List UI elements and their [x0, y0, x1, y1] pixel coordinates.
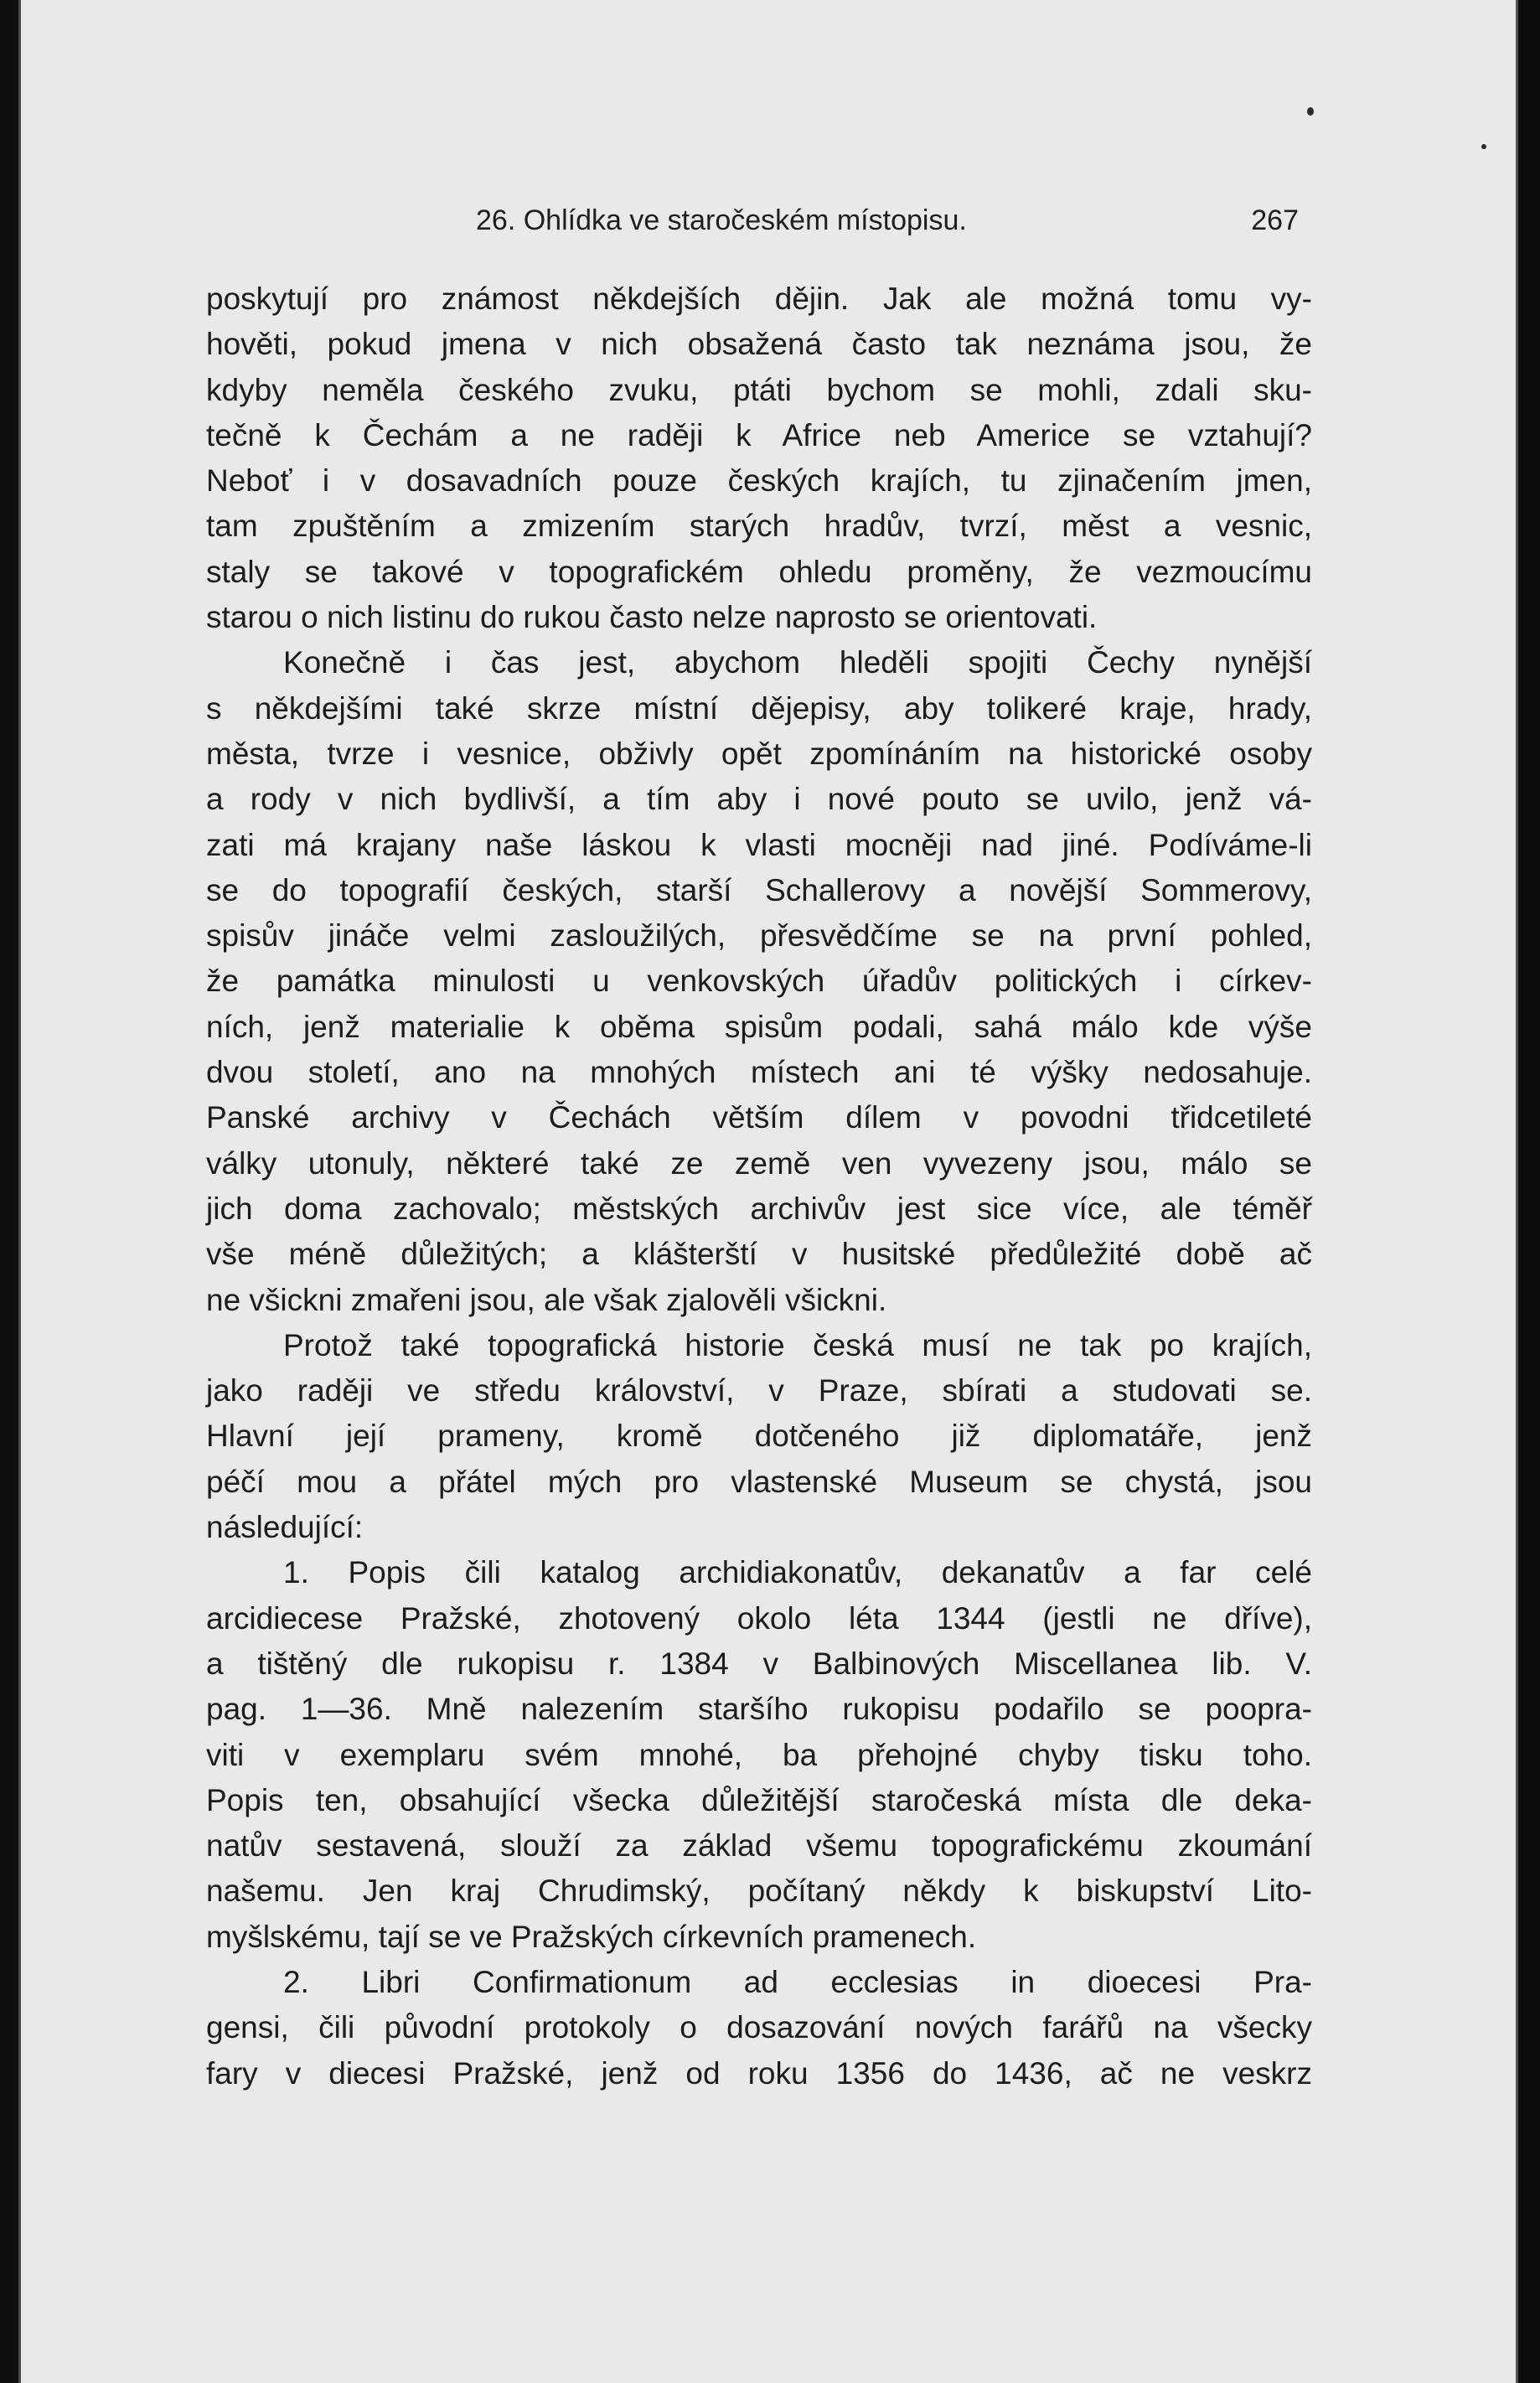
text-line: starou o nich listinu do rukou často nelze naprosto se orientovati. — [206, 600, 1098, 635]
scan-right-edge — [1518, 0, 1540, 2383]
text-line: spisův jináče velmi zasloužilých, přesvědčíme se na první pohled, — [206, 918, 1312, 954]
dust-speck — [1307, 107, 1314, 116]
running-header — [209, 204, 1299, 246]
text-line: a tištěný dle rukopisu r. 1384 v Balbinových Miscellanea lib. V. — [206, 1646, 1312, 1681]
text-line: Hlavní její prameny, kromě dotčeného již diplomatáře, jenž — [206, 1419, 1312, 1454]
text-line: pag. 1—36. Mně nalezením staršího rukopisu podařilo se poopra- — [206, 1692, 1312, 1727]
text-line: arcidiecese Pražské, zhotovený okolo léta 1344 (jestli ne dříve), — [206, 1600, 1312, 1636]
text-line: staly se takové v topografickém ohledu proměny, že vezmoucímu — [206, 554, 1312, 589]
body-text — [206, 277, 1312, 2096]
text-line: že památka minulosti u venkovských úřadův politických i církev- — [206, 964, 1312, 999]
text-line: myšlskému, tají se ve Pražských církevních pramenech. — [206, 1919, 977, 1954]
text-line: poskytují pro známost někdejších dějin. Jak ale možná tomu vy- — [206, 282, 1312, 316]
dust-speck — [1481, 144, 1486, 149]
text-line: 1. Popis čili katalog archidiakonatův, dekanatův a far celé — [283, 1555, 1312, 1590]
text-line: 2. Libri Confirmationum ad ecclesias in dioecesi Pra- — [283, 1964, 1312, 1999]
text-line: péčí mou a přátel mých pro vlastenské Museum se chystá, jsou — [206, 1464, 1312, 1499]
text-line: války utonuly, některé také ze země ven vyvezeny jsou, málo se — [206, 1145, 1312, 1181]
text-line: Konečně i čas jest, abychom hleděli spojiti Čechy nynější — [283, 645, 1312, 680]
text-line: a rody v nich bydlivší, a tím aby i nové pouto se uvilo, jenž vá- — [206, 782, 1312, 817]
text-line: natův sestavená, slouží za základ všemu topografickému zkoumání — [206, 1828, 1312, 1863]
text-line: jich doma zachovalo; městských archivův jest sice více, ale téměř — [206, 1191, 1312, 1226]
text-line: Neboť i v dosavadních pouze českých krajích, tu zjinačením jmen, — [206, 463, 1312, 499]
text-line: ne všickni zmařeni jsou, ale však zjalověli všickni. — [206, 1282, 887, 1317]
scan-right-border — [1516, 0, 1518, 2383]
scan-left-edge — [0, 0, 18, 2383]
text-line: Popis ten, obsahující všecka důležitější staročeská místa dle deka- — [206, 1782, 1312, 1817]
text-line: s někdejšími také skrze místní dějepisy, aby tolikeré kraje, hrady, — [206, 690, 1312, 726]
text-line: tam zpuštěním a zmizením starých hradův, tvrzí, měst a vesnic, — [206, 509, 1312, 544]
text-line: tečně k Čechám a ne raději k Africe neb Americe se vztahují? — [206, 417, 1312, 452]
page-number: 267 — [1251, 204, 1299, 236]
text-line: zati má krajany naše láskou k vlasti mocněji nad jiné. Podíváme-li — [206, 827, 1312, 862]
text-line: našemu. Jen kraj Chrudimský, počítaný někdy k biskupství Lito- — [206, 1874, 1312, 1909]
text-line: dvou století, ano na mnohých místech ani té výšky nedosahuje. — [206, 1055, 1312, 1090]
text-line: ních, jenž materialie k oběma spisům podali, sahá málo kde výše — [206, 1009, 1312, 1044]
text-line: viti v exemplaru svém mnohé, ba přehojné chyby tisku toho. — [206, 1737, 1312, 1772]
text-line: se do topografií českých, starší Schallerovy a novější Sommerovy, — [206, 872, 1312, 907]
text-line: následující: — [206, 1510, 364, 1545]
text-line: fary v diecesi Pražské, jenž od roku 1356 do 1436, ač ne veskrz — [206, 2055, 1312, 2091]
text-line: vše méně důležitých; a klášterští v husitské předůležité době ač — [206, 1237, 1312, 1272]
text-line: hověti, pokud jmena v nich obsažená často tak neznáma jsou, že — [206, 327, 1312, 362]
text-line: města, tvrze i vesnice, obživly opět zpomínáním na historické osoby — [206, 736, 1312, 771]
text-line: jako raději ve středu království, v Praze, sbírati a studovati se. — [206, 1373, 1312, 1409]
header-title: 26. Ohlídka ve staročeském místopisu. — [476, 204, 967, 236]
text-line: Protož také topografická historie česká musí ne tak po krajích, — [283, 1327, 1312, 1362]
text-line: gensi, čili původní protokoly o dosazování nových farářů na všecky — [206, 2010, 1312, 2045]
text-line: kdyby neměla českého zvuku, ptáti bychom se mohli, zdali sku- — [206, 372, 1312, 407]
scan-left-border — [18, 0, 21, 2383]
text-line: Panské archivy v Čechách větším dílem v povodni třidcetileté — [206, 1100, 1312, 1135]
